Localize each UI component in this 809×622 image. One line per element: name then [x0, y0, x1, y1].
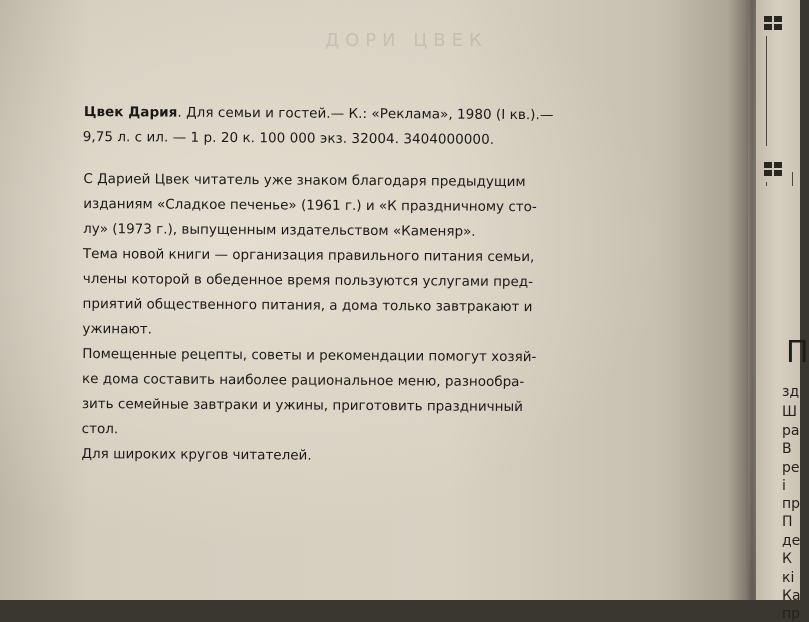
right-page-heading: П	[786, 335, 809, 370]
right-page-fragment: В	[782, 441, 792, 457]
right-page-fragment: К	[782, 551, 792, 567]
annotation-paragraph	[81, 442, 626, 471]
right-page-fragment: Ш	[782, 404, 797, 420]
text-line: изданиям «Сладкое печенье» (1961 г.) и «К праздничному сто-	[83, 195, 537, 216]
biblio-line-2: 9,75 л. с ил. — 1 р. 20 к. 100 000 экз. 32004. 3404000000.	[82, 128, 495, 148]
ornament-icon	[764, 162, 784, 176]
right-page-fragment: і	[782, 478, 786, 494]
right-page-fragment: ре	[782, 460, 800, 476]
vertical-rule	[766, 36, 767, 146]
right-page-fragment: зд	[782, 384, 800, 400]
right-page-fragment: Ка	[782, 588, 801, 604]
show-through-text: ДОРИ ЦВЕК	[325, 30, 488, 51]
biblio-line-1	[84, 100, 629, 129]
text-line: Помещенные рецепты, советы и рекомендации помогут хозяй-	[82, 345, 537, 366]
right-page	[756, 0, 809, 622]
right-page-fragment: пр	[782, 496, 801, 512]
right-page-fragment: де	[782, 533, 801, 549]
annotation-paragraph	[82, 342, 628, 446]
short-rule	[792, 172, 793, 186]
right-page-fragment: П	[782, 514, 793, 530]
text-line: приятий общественного питания, а дома только завтракают и	[82, 295, 533, 316]
text-line: С Дарией Цвек читатель уже знаком благодаря предыдущим	[83, 170, 526, 191]
text-line: лу» (1973 г.), выпущенным издательством «Каменяр».	[83, 220, 476, 240]
text-line: Тема новой книги — организация правильного питания семьи,	[82, 245, 535, 266]
ornament-icon	[764, 16, 784, 30]
text-line: ке дома составить наиболее рациональное меню, разнообра-	[81, 370, 525, 391]
annotation-block	[81, 100, 629, 471]
bibliographic-record	[84, 100, 629, 154]
author-name: Цвек Дария	[83, 103, 178, 121]
biblio-line-1-rest: . Для семьи и гостей.— К.: «Реклама», 1980 (I кв.).—	[177, 104, 554, 124]
annotation-paragraphs	[81, 167, 628, 471]
right-page-fragment: пр	[782, 606, 801, 622]
annotation-paragraph	[82, 242, 628, 346]
text-line: ужинают.	[82, 320, 153, 338]
text-line: стол.	[81, 420, 119, 438]
text-line: зить семейные завтраки и ужины, приготовить праздничный	[81, 395, 523, 416]
text-line: Для широких кругов читателей.	[81, 445, 312, 464]
annotation-paragraph	[83, 167, 629, 246]
short-rule	[766, 182, 767, 186]
right-page-fragment: ра	[782, 423, 800, 439]
right-page-fragment: кі	[782, 570, 795, 586]
text-line: члены которой в обеденное время пользуются услугами пред-	[82, 270, 534, 291]
